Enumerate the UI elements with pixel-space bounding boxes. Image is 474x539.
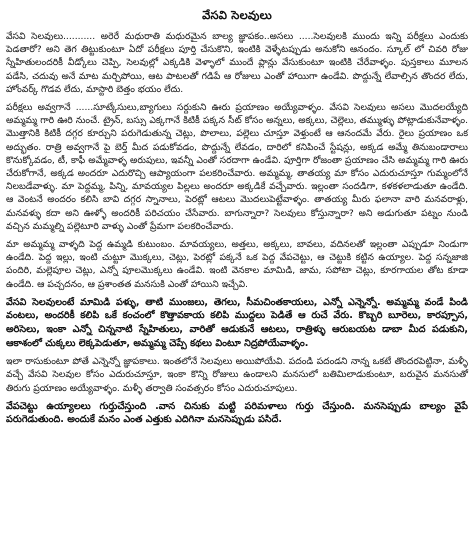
paragraph-6: వేపచెట్టు ఉయ్యాలలు గుర్తుచేస్తుంది .వాన చినుకు మట్టి పరిమళాలు గుర్తు చేస్తుంది. మనసెప్పుడు బాల్యం వైపే పరుగెడుతుంది. అందుకే మనం ఎంత ఎత్తుకు ఎదిగినా మనసెప్పుడు పసిదే. [6,400,468,426]
paragraph-2: పరీక్షలు అవ్వగానే ......సూట్కేసులు,బ్యాగులు సర్దుకుని ఊరు ప్రయాణం అయ్యేవాళ్ళం. వేసవి సెలవులు అసలు మొదలయ్యేది అమ్మమ్మ గారి ఊరి నుంచే. ట్రైన్, బస్సు ఎక్కగానే కిటికీ పక్కన సీట్ కోసం అన్నలు, అక్కలు, చెల్లెలు, తమ్ముళ్ళు పోట్లాడుకునేవాళ్ళం. మొత్తానికి కిటికీ దగ్గర కూర్చుని పరుగెడుతున్న చెట్లు, పొలాలు, పల్లెలు చూస్తూ వెళ్తుంటే ఆ ఆనందమే వేరు. రైలు ప్రయాణం ఒక అద్భుతం. రాత్రి అవ్వగానే పై బెర్త్ మీద పడుకోవడం, పొద్దున్నే లేవడం, దారిలో కనిపించే స్టేషన్లు, అక్కడ అమ్మే తినుబండారాలు కొనుక్కోవడం, టీ, కాఫీ అమ్మేవాళ్ళ అరుపులు, ఇవన్నీ ఎంతో సరదాగా ఉండేవి. పూర్తిగా రోజంతా ప్రయాణం చేసి అమ్మమ్మ గారి ఊరు చేరుకోగానే, అక్కడ అందరూ ఎదురొచ్చి ఆప్యాయంగా పలకరించేవారు. అమ్మమ్మ, తాతయ్య మా కోసం ఎదురుచూస్తూ గుమ్మంలోనే నిలబడేవాళ్ళు. మా పెద్దమ్మ, పిన్ని, మావయ్యల పిల్లలు అందరూ అక్కడికే వచ్చేవారు. ఇల్లంతా సందడిగా, కళకళలాడుతూ ఉండేది. ఆ వెంటనే అందరం కలిసి బావి దగ్గర స్నానాలు, పెరట్లో ఆటలు మొదలుపెట్టేవాళ్ళం. తాతయ్య మీరు ఫలానా వారి మనవరాళ్లు, మనవళ్ళు కదా అని ఊళ్ళో అందరికీ పరిచయం చేసేవారు. బాగున్నారా? సెలవులు కోస్తున్నారా? అని అడుగుతూ పట్నం నుండి వచ్చిన మమ్మల్ని పల్లెటూరి వాళ్ళు ఎంతో ప్రేమగా పలకరించేవారు. [6,102,468,232]
paragraph-5: ఇలా రాసుకుంటూ పోతే ఎన్నెన్నో జ్ఞాపకాలు. ఇంతలోనే సెలవులు అయిపోయేవి. పదండి పదండని నాన్న ఒకటే తొందరపెట్టినా, మళ్ళీ వచ్చే వేసవి సెలవుల కోసం ఎదురుచూస్తూ, ఇంకా కొన్ని రోజులు ఉండాలని మనసులో బతిమిలాడుకుంటూ, బరువైన మనసుతో తిరుగు ప్రయాణం అయ్యేవాళ్ళం. మళ్ళీ తర్వాతి సంవత్సరం కోసం ఎదురుచూపులు. [6,356,468,394]
paragraph-1: వేసవి సెలవులు........... అరెరే మధురాతి మధురమైన బాల్య జ్ఞాపకం..అసలు .....సెలవులకి ముందు ఇన్ని పరీక్షలు ఎందుకు పెడతారో? అని తెగ తిట్టుకుంటూ ఏదో పరీక్షలు పూర్తి చేసుకొని, ఇంటికి వెళ్ళేటప్పుడు అనుకోని ఆనందం. స్కూల్ లో చివరి రోజు స్నేహితులందరికీ వీడ్కోలు చెప్పి, సెలవుల్లో ఎక్కడికి వెళ్ళాలో ముందే ప్లాన్లు వేసుకుంటూ ఇంటికి చేరేవాళ్ళం. పుస్తకాలు మూలన పడేసి, చదువు అనే మాట మర్చిపోయి, ఆట పాటలతో గడిపే ఆ రోజులు ఎంతో హాయిగా ఉండేవి. పొద్దున్నే లేవాల్సిన తొందర లేదు, హోంవర్క్ గొడవ లేదు, మాస్టారి బెత్తం భయం లేదు. [6,31,468,95]
paragraph-3: మా అమ్మమ్మ వాళ్ళది పెద్ద ఉమ్మడి కుటుంబం. మావయ్యలు, అత్తలు, అక్కలు, బావలు, వదినలతో ఇల్లంతా ఎప్పుడూ నిండుగా ఉండేది. పెద్ద ఇల్లు, ఇంటి చుట్టూ మొక్కలు, చెట్లు, పెరట్లో పక్కనే ఒక పెద్ద వేపచెట్టు, ఆ చెట్టుకి కట్టిన ఉయ్యాల. పెద్ద సన్నజాజి పందిరి, మల్లెపూల చెట్లు, ఎన్నో పూలమొక్కలు ఉండేవి. ఇంటి వెనకాల మామిడి, జామ, సపోటా చెట్లు, కూరగాయల తోట కూడా ఉండేది. ఆ పచ్చదనం, ఆ ప్రశాంతత మనసుకి ఎంతో హాయిని ఇచ్చేవి. [6,239,468,290]
page-title: వేసవి సెలవులు [202,8,272,22]
paragraph-4: వేసవి సెలవులంటే మామిడి పళ్ళు, తాటి ముంజలు, తెగలు, సీమచింతకాయలు, ఎన్నో ఎన్నెన్నో. అమ్మమ్మ వండే పిండి వంటలు, అందరికీ కలిపి ఒకే కంచంలో కొత్తావకాయ కలిపి ముద్దలు పెడితే ఆ రుచే వేరు. కొబ్బరి బూరెలు, కారప్పూస, అరిసెలు, ఇంకా ఎన్నో చిన్ననాటి స్నేహితులు, వారితో ఆడుకునే ఆటలు, రాత్రిళ్ళు ఆరుబయట డాబా మీద పడుకుని, ఆకాశంలో చుక్కలు లెక్కపెడుతూ, అమ్మమ్మ చెప్పే కథలు వింటూ నిద్రపోయేవాళ్ళం. [6,296,468,349]
